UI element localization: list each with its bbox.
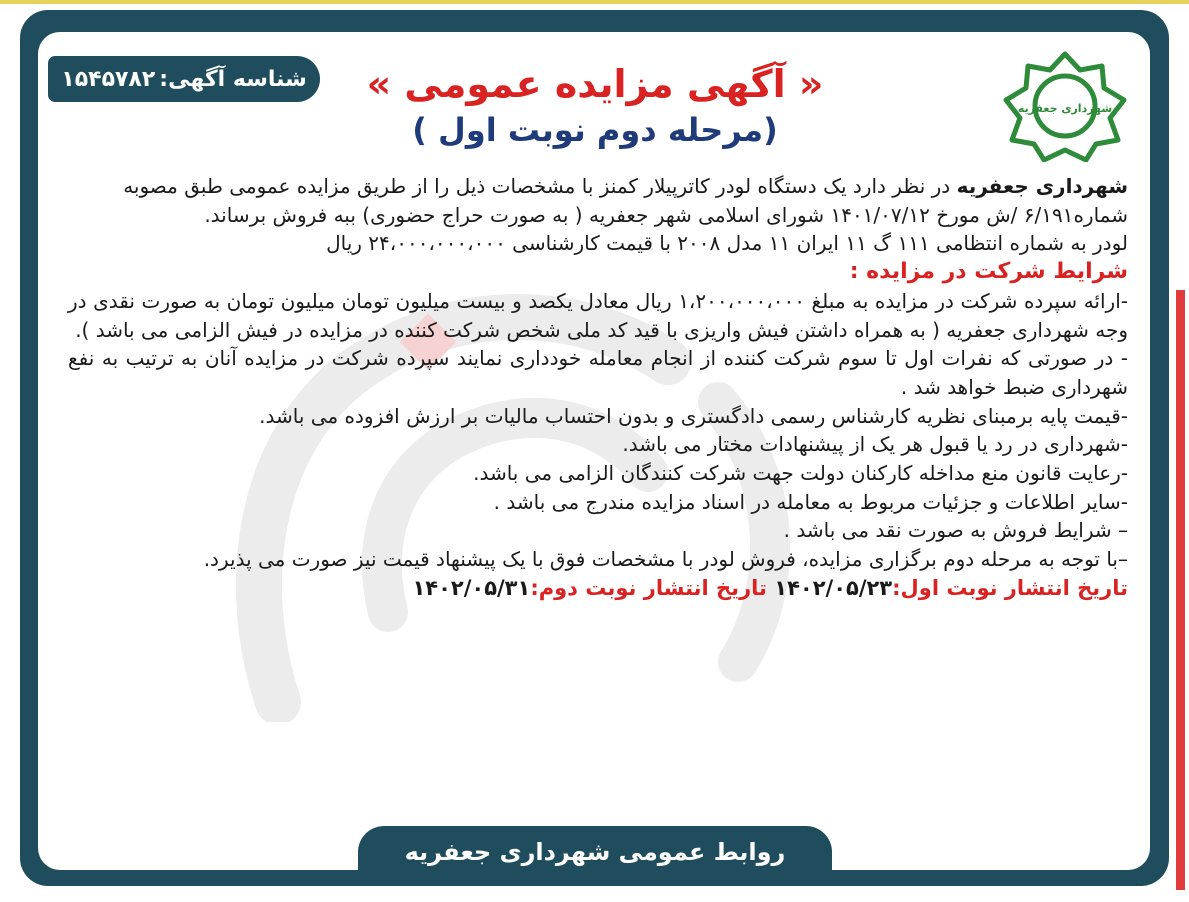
ad-id-label: شناسه آگهی: <box>159 66 307 92</box>
condition-item: - در صورتی که نفرات اول تا سوم شرکت کننده از انجام معامله خودداری نمایند سپرده شرکت در مزایده آنان به ترتیب به نفع شهرداری ضبط خواهد شد . <box>68 346 1128 399</box>
conditions-heading: شرایط شرکت در مزایده : <box>849 259 1128 285</box>
condition-item: -ارائه سپرده شرکت در مزایده به مبلغ ۱،۲۰۰،۰۰۰،۰۰۰ ریال معادل یکصد و بیست میلیون تومان میلیون تومان به صورت نقدی در وجه شهرداری جعفریه ( به همراه داشتن فیش واریزی با قید کد ملی شخص شرکت کننده در مزایده در فیش الزامی می باشد ). <box>68 288 1128 342</box>
footer-public-relations: روابط عمومی شهرداری جعفریه <box>358 826 832 878</box>
ad-id-value: ۱۵۴۵۷۸۲ <box>61 66 156 92</box>
right-edge-red-bar <box>1176 290 1185 890</box>
condition-item: -سایر اطلاعات و جزئیات مربوط به معامله در اسناد مزایده مندرج می باشد . <box>493 489 1128 514</box>
intro-line-1-rest: در نظر دارد یک دستگاه لودر کاترپیلار کمنز با مشخصات ذیل را از طریق مزایده عمومی طبق مصوبه <box>123 174 957 198</box>
condition-item: – شرایط فروش به صورت نقد می باشد . <box>783 518 1128 543</box>
org-name: شهرداری جعفریه <box>956 174 1128 198</box>
condition-item: -قیمت پایه برمبنای نظریه کارشناس رسمی دادگستری و بدون احتساب مالیات بر ارزش افزوده می باشد. <box>259 403 1128 428</box>
ad-body <box>68 172 1128 603</box>
ad-title: « آگهی مزایده عمومی » <box>366 62 824 106</box>
intro-line-3: لودر به شماره انتظامی ۱۱۱ گ ۱۱ ایران ۱۱ مدل ۲۰۰۸ با قیمت کارشناسی ۲۴،۰۰۰،۰۰۰،۰۰۰ ریال <box>326 231 1128 256</box>
intro-line-2: شماره۶/۱۹۱ /ش مورخ ۱۴۰۱/۰۷/۱۲ شورای اسلامی شهر جعفریه ( به صورت حراج حضوری) ببه فروش برساند. <box>204 202 1128 227</box>
ad-subtitle: (مرحله دوم نوبت اول ) <box>412 111 778 149</box>
second-publication-date: ۱۴۰۲/۰۵/۳۱ <box>412 575 531 600</box>
second-publication-label: تاریخ انتشار نوبت دوم: <box>530 575 767 600</box>
first-publication-date: ۱۴۰۲/۰۵/۲۳ <box>774 575 893 600</box>
first-publication-label: تاریخ انتشار نوبت اول: <box>892 575 1128 600</box>
condition-item: -رعایت قانون منع مداخله کارکنان دولت جهت شرکت کنندگان الزامی می باشد. <box>473 461 1128 486</box>
logo-text: شهرداری جعفریه <box>1017 102 1113 115</box>
intro-line-1 <box>68 172 1128 201</box>
publication-dates <box>68 574 1128 603</box>
condition-item: -شهرداری در رد یا قبول هر یک از پیشنهادات مختار می باشد. <box>622 432 1128 457</box>
top-accent-line <box>0 0 1189 4</box>
municipality-logo <box>1000 48 1130 162</box>
ad-id-badge <box>48 56 320 102</box>
condition-item: –با توجه به مرحله دوم برگزاری مزایده، فروش لودر با مشخصات فوق با یک پیشنهاد قیمت نیز صورت می پذیرد. <box>203 547 1128 572</box>
